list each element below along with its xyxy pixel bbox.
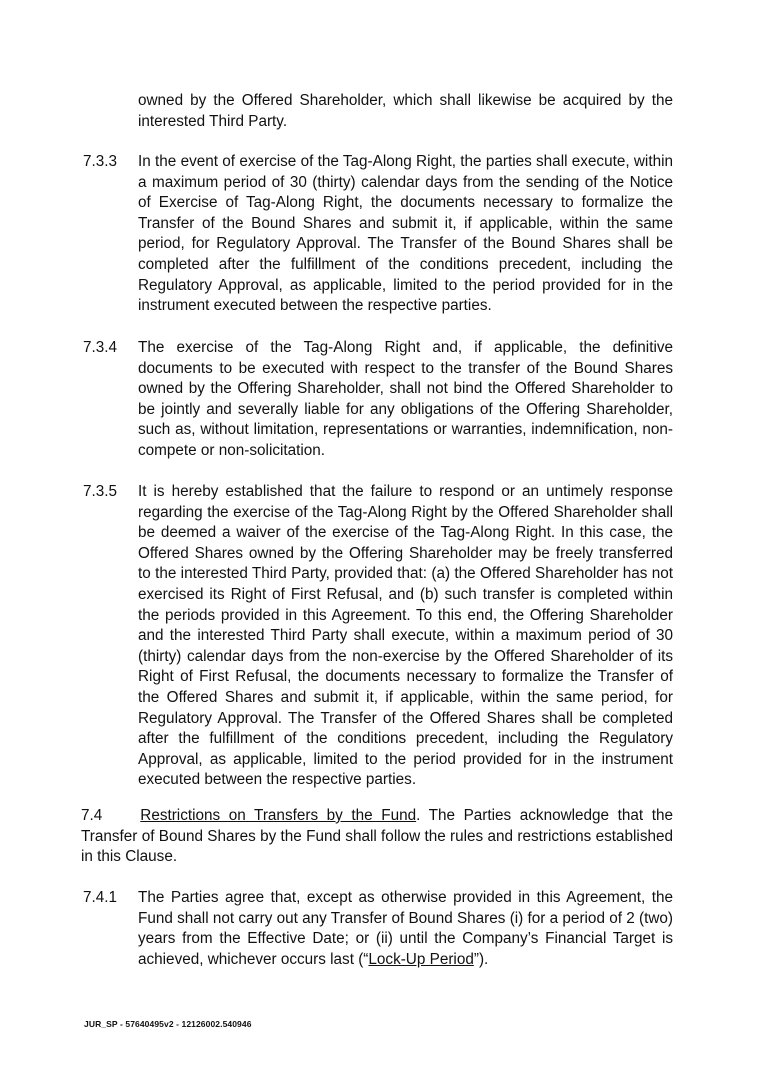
section-number: 7.4 <box>81 807 103 824</box>
clause-7-3-5 <box>83 482 673 791</box>
section-text: . The Parties acknowledge that the Transfer of Bound Shares by the Fund shall follow the rules and restrictions established in this Clause. <box>81 807 673 866</box>
clause-text: The exercise of the Tag-Along Right and, if applicable, the definitive documents to be executed with respect to the transfer of the Bound Shares owned by the Offering Shareholder, shall not bind the Offered Shareholder to be jointly and severally liable for any obligations of the Offering Shareholder, such as, without limitation, representations or warranties, indemnification, non-compete or non-solicitation. <box>138 339 673 459</box>
clause-7-4-1 <box>83 888 673 970</box>
defined-term-lock-up-period: Lock-Up Period <box>368 950 474 968</box>
clause-text-end: ”). <box>473 950 489 968</box>
section-heading: Restrictions on Transfers by the Fund <box>140 807 417 824</box>
document-footer-id: JUR_SP - 57640495v2 - 12126002.540946 <box>84 1019 252 1029</box>
clause-text: It is hereby established that the failure to respond or an untimely response regarding the exercise of the Tag-Along Right by the Offered Shareholder shall be deemed a waiver of the exercise of the Tag-Along Right. In this case, the Offered Shares owned by the Offering Shareholder may be freely transferred to the interested Third Party, provided that: (a) the Offered Shareholder has not exercised its Right of First Refusal, and (b) such transfer is completed within the periods provided in this Agreement. To this end, the Offering Shareholder and the interested Third Party shall execute, within a maximum period of 30 (thirty) calendar days from the non-exercise by the Offered Shareholder of its Right of First Refusal, the documents necessary to formalize the Transfer of the Offered Shares and submit it, if applicable, within the same period, for Regulatory Approval. The Transfer of the Offered Shares shall be completed after the fulfillment of the conditions precedent, including the Regulatory Approval, as applicable, limited to the period provided for in the instrument executed between the respective parties. <box>138 483 673 789</box>
section-7-4 <box>81 806 673 868</box>
clause-number: 7.4.1 <box>83 889 118 906</box>
clause-number: 7.3.5 <box>83 483 118 500</box>
clause-number: 7.3.4 <box>83 339 118 356</box>
clause-7-3-3 <box>83 152 673 317</box>
clause-text: In the event of exercise of the Tag-Along Right, the parties shall execute, within a maximum period of 30 (thirty) calendar days from the sending of the Notice of Exercise of Tag-Along Right, the documents necessary to formalize the Transfer of the Bound Shares and submit it, if applicable, within the same period, for Regulatory Approval. The Transfer of the Bound Shares shall be completed after the fulfillment of the conditions precedent, including the Regulatory Approval, as applicable, limited to the period provided for in the instrument executed between the respective parties. <box>138 153 673 315</box>
continuation-paragraph: owned by the Offered Shareholder, which shall likewise be acquired by the interested Third Party. <box>138 92 673 130</box>
clause-7-3-4 <box>83 338 673 462</box>
clause-number: 7.3.3 <box>83 153 118 170</box>
clause-text: The Parties agree that, except as otherwise provided in this Agreement, the Fund shall not carry out any Transfer of Bound Shares (i) for a period of 2 (two) years from the Effective Date; or (ii) until the Company’s Financial Target is achieved, whichever occurs last (“ <box>138 889 673 968</box>
